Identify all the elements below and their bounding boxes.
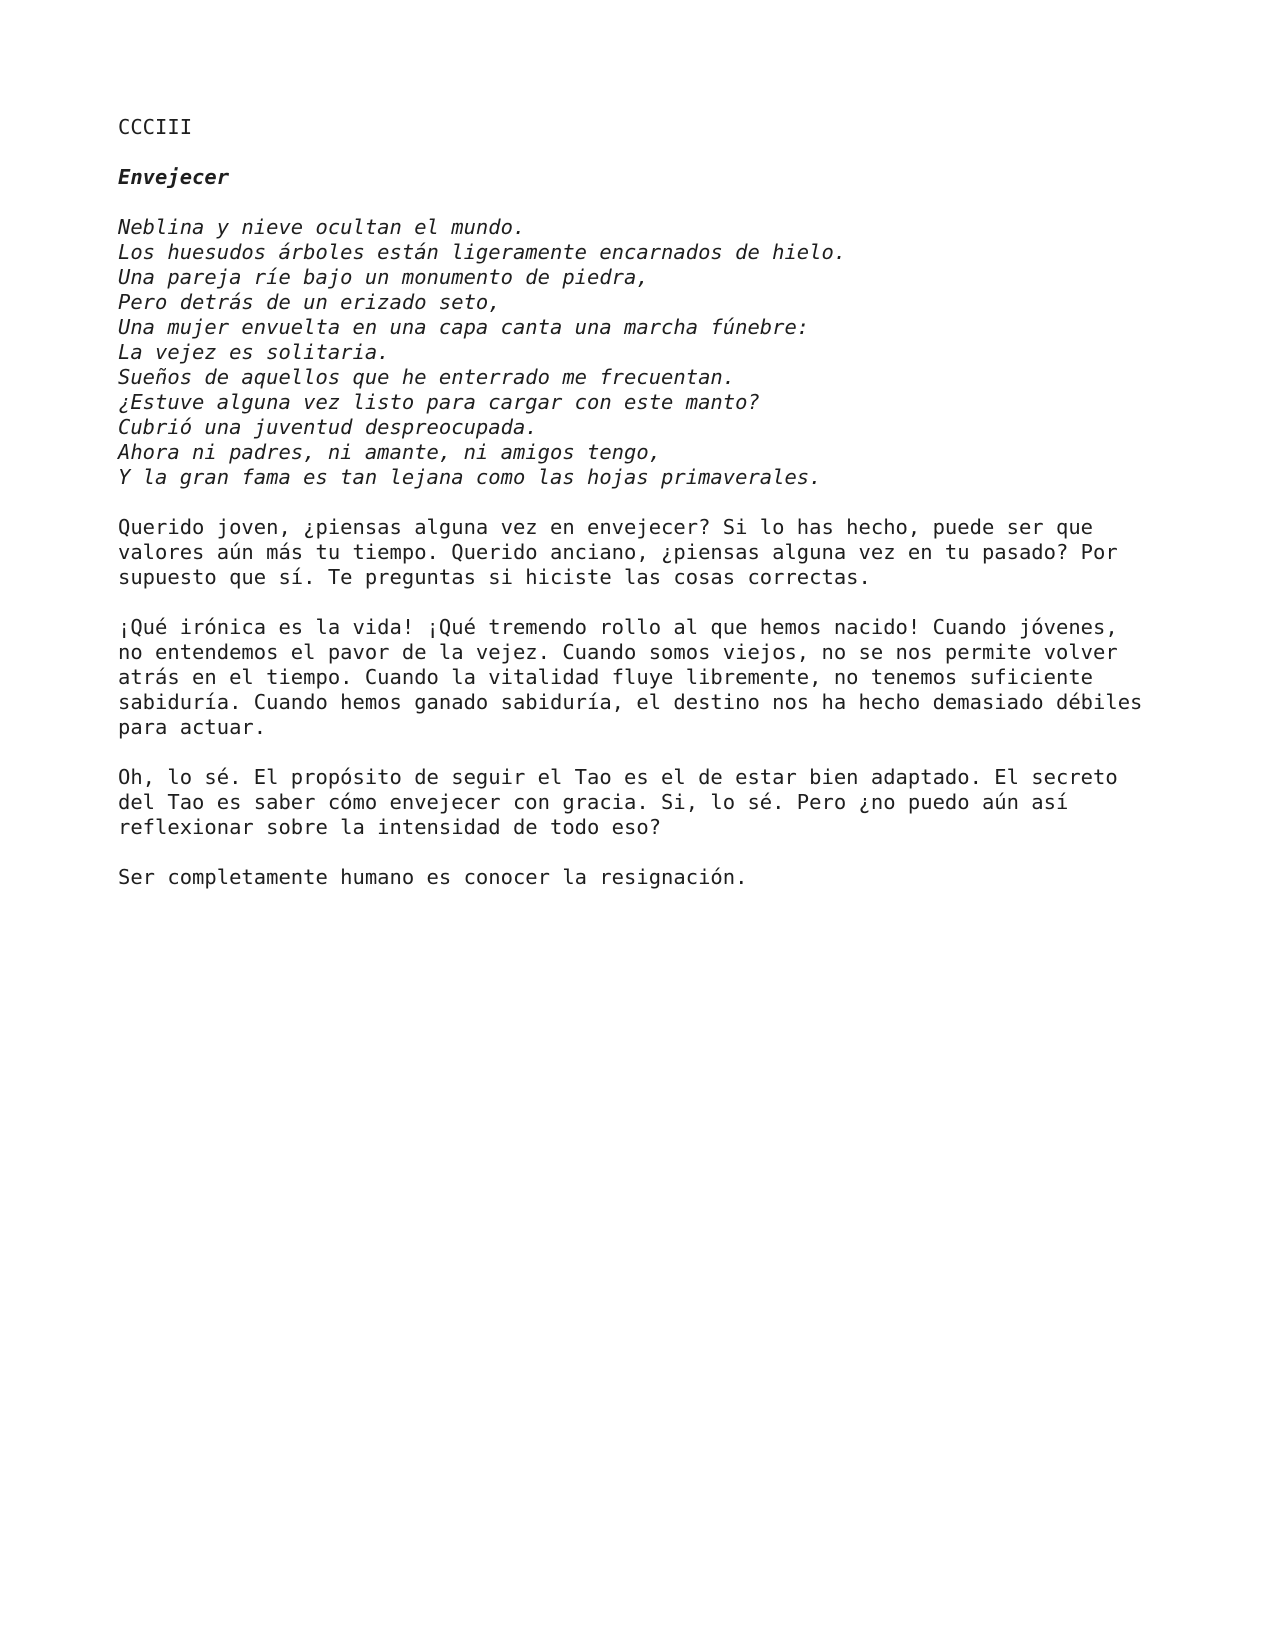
paragraph-1 — [118, 515, 1198, 590]
poem-line: Una pareja ríe bajo un monumento de piedra, — [118, 265, 649, 289]
poem-line: Una mujer envuelta en una capa canta una marcha fúnebre: — [118, 315, 810, 339]
poem-line: Sueños de aquellos que he enterrado me frecuentan. — [118, 365, 736, 389]
poem-line: La vejez es solitaria. — [118, 340, 390, 364]
poem-line: Y la gran fama es tan lejana como las hojas primaverales. — [118, 465, 822, 489]
spacer — [118, 190, 1198, 215]
poem-line: Pero detrás de un erizado seto, — [118, 290, 501, 314]
poem-line: Los huesudos árboles están ligeramente encarnados de hielo. — [118, 240, 847, 264]
poem-line: Neblina y nieve ocultan el mundo. — [118, 215, 526, 239]
poem — [118, 215, 1198, 490]
spacer — [118, 740, 1198, 765]
spacer — [118, 140, 1198, 165]
paragraph-3 — [118, 765, 1198, 840]
paragraph-line: Querido joven, ¿piensas alguna vez en envejecer? Si lo has hecho, puede ser que — [118, 515, 1094, 539]
chapter-title: Envejecer — [118, 165, 230, 189]
poem-line: ¿Estuve alguna vez listo para cargar con este manto? — [118, 390, 760, 414]
spacer — [118, 590, 1198, 615]
paragraph-4 — [118, 865, 1198, 890]
poem-line: Ahora ni padres, ni amante, ni amigos tengo, — [118, 440, 662, 464]
paragraph-line: ¡Qué irónica es la vida! ¡Qué tremendo rollo al que hemos nacido! Cuando jóvenes, — [118, 615, 1118, 639]
spacer — [118, 840, 1198, 865]
spacer — [118, 490, 1198, 515]
chapter-number: CCCIII — [118, 115, 193, 139]
poem-line: Cubrió una juventud despreocupada. — [118, 415, 538, 439]
paragraph-line: sabiduría. Cuando hemos ganado sabiduría, el destino nos ha hecho demasiado débiles — [118, 690, 1143, 714]
paragraph-line: reflexionar sobre la intensidad de todo eso? — [118, 815, 662, 839]
paragraph-line: del Tao es saber cómo envejecer con gracia. Si, lo sé. Pero ¿no puedo aún así — [118, 790, 1069, 814]
paragraph-2 — [118, 615, 1198, 740]
paragraph-line: Oh, lo sé. El propósito de seguir el Tao es el de estar bien adaptado. El secreto — [118, 765, 1118, 789]
paragraph-line: Ser completamente humano es conocer la resignación. — [118, 865, 748, 889]
document-page — [118, 115, 1198, 890]
paragraph-line: para actuar. — [118, 715, 267, 739]
paragraph-line: supuesto que sí. Te preguntas si hiciste las cosas correctas. — [118, 565, 871, 589]
paragraph-line: no entendemos el pavor de la vejez. Cuando somos viejos, no se nos permite volver — [118, 640, 1118, 664]
paragraph-line: atrás en el tiempo. Cuando la vitalidad fluye libremente, no tenemos suficiente — [118, 665, 1094, 689]
paragraph-line: valores aún más tu tiempo. Querido anciano, ¿piensas alguna vez en tu pasado? Por — [118, 540, 1118, 564]
